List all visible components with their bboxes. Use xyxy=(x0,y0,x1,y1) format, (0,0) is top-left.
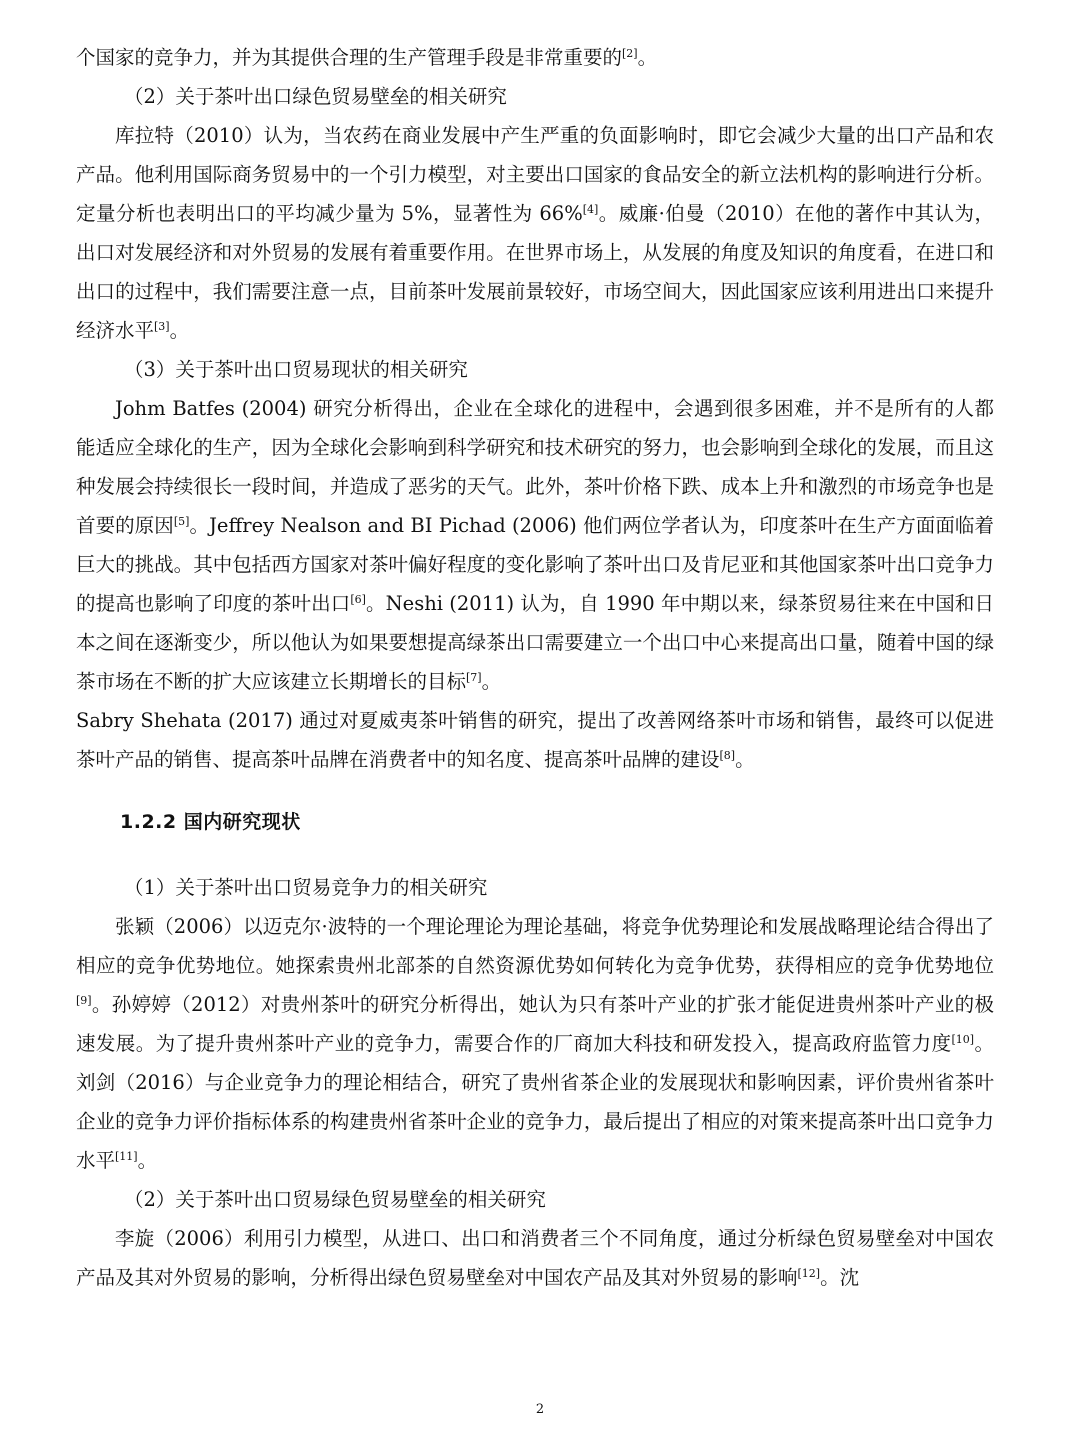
text-run: 李旋（2006）利用引力模型，从进口、出口和消费者三个不同角度，通过分析绿色贸易壁垒对中国农产品及其对外贸易的影响，分析得出绿色贸易壁垒对中国农产品及其对外贸易的影响 xyxy=(76,1227,994,1289)
text-run: 。 xyxy=(735,748,755,771)
text-run: Sabry Shehata (2017) 通过对夏威夷茶叶销售的研究，提出了改善网络茶叶市场和销售，最终可以促进茶叶产品的销售、提高茶叶品牌在消费者中的知名度、提高茶叶品牌的建设 xyxy=(76,709,994,771)
text-run: 张颖（2006）以迈克尔·波特的一个理论理论为理论基础，将竞争优势理论和发展战略理论结合得出了相应的竞争优势地位。她探索贵州北部茶的自然资源优势如何转化为竞争优势，获得相应的竞争优势地位 xyxy=(76,915,994,977)
text-run: 。 xyxy=(481,670,502,693)
citation: [8] xyxy=(719,749,736,762)
citation: [12] xyxy=(797,1267,821,1280)
paragraph-zhangying xyxy=(76,907,994,1180)
citation: [6] xyxy=(350,593,366,606)
subheading-trade-status: （3）关于茶叶出口贸易现状的相关研究 xyxy=(124,358,468,381)
paragraph-batfes xyxy=(76,389,994,701)
subheading-green-barrier-foreign: （2）关于茶叶出口绿色贸易壁垒的相关研究 xyxy=(124,85,507,108)
text-run: 。沈 xyxy=(820,1266,860,1289)
text-run: 库拉特（2010）认为，当农药在商业发展中产生严重的负面影响时，即它会减少大量的出口产品和农产品。他利用国际商务贸易中的一个引力模型，对主要出口国家的食品安全的新立法机构的影响进行分析。定量分析也表明出口的平均减少量为 5%，显著性为 66% xyxy=(76,124,994,225)
citation: [3] xyxy=(154,320,170,333)
paragraph-lixuan xyxy=(76,1219,994,1297)
subheading-green-barrier-domestic: （2）关于茶叶出口贸易绿色贸易壁垒的相关研究 xyxy=(124,1188,546,1211)
citation: [2] xyxy=(622,47,638,60)
text-run: 。 xyxy=(137,1149,158,1172)
text-run: 。 xyxy=(169,319,190,342)
text-run: 。刘剑（2016）与企业竞争力的理论相结合，研究了贵州省茶企业的发展现状和影响因素，评价贵州省茶叶企业的竞争力评价指标体系的构建贵州省茶叶企业的竞争力，最后提出了相应的对策来提高茶叶出口竞争力水平 xyxy=(76,1032,994,1172)
paragraph-shehata xyxy=(76,701,994,779)
text-run: Johm Batfes (2004) 研究分析得出，企业在全球化的进程中，会遇到很多困难，并不是所有的人都能适应全球化的生产，因为全球化会影响到科学研究和技术研究的努力，也会影响到全球化的发展，而且这种发展会持续很长一段时间，并造成了恶劣的天气。此外，茶叶价格下跌、成本上升和激烈的市场竞争也是首要的原因 xyxy=(76,397,994,537)
text-run: 。Neshi (2011) 认为，自 1990 年中期以来，绿茶贸易往来在中国和日本之间在逐渐变少，所以他认为如果要想提高绿茶出口需要建立一个出口中心来提高出口量，随着中国的绿茶市场在不断的扩大应该建立长期增长的目标 xyxy=(76,592,994,693)
paragraph-continuation xyxy=(76,38,994,77)
citation: [5] xyxy=(173,515,190,528)
citation: [11] xyxy=(115,1150,138,1163)
citation: [10] xyxy=(951,1033,975,1046)
paragraph-kulat xyxy=(76,116,994,350)
document-page xyxy=(76,38,994,1297)
citation: [7] xyxy=(466,671,482,684)
citation: [4] xyxy=(582,203,599,216)
section-heading-domestic-research: 1.2.2 国内研究现状 xyxy=(120,811,301,833)
text-run: 。孙婷婷（2012）对贵州茶叶的研究分析得出，她认为只有茶叶产业的扩张才能促进贵州茶叶产业的极速发展。为了提升贵州茶叶产业的竞争力，需要合作的厂商加大科技和研发投入，提高政府监管力度 xyxy=(76,993,994,1055)
citation: [9] xyxy=(76,994,92,1007)
text-run: 。威廉·伯曼（2010）在他的著作中其认为，出口对发展经济和对外贸易的发展有着重要作用。在世界市场上，从发展的角度及知识的角度看，在进口和出口的过程中，我们需要注意一点，目前茶叶发展前景较好，市场空间大，因此国家应该利用进出口来提升经济水平 xyxy=(76,202,994,342)
text-run: 个国家的竞争力，并为其提供合理的生产管理手段是非常重要的 xyxy=(76,46,623,69)
subheading-competitiveness: （1）关于茶叶出口贸易竞争力的相关研究 xyxy=(124,876,488,899)
text-run: 。 xyxy=(637,46,658,69)
text-run: 。Jeffrey Nealson and BI Pichad (2006) 他们两位学者认为，印度茶叶在生产方面面临着巨大的挑战。其中包括西方国家对茶叶偏好程度的变化影响了茶叶出口及肯尼亚和其他国家茶叶出口竞争力的提高也影响了印度的茶叶出口 xyxy=(76,514,994,615)
page-number: 2 xyxy=(535,1402,545,1417)
